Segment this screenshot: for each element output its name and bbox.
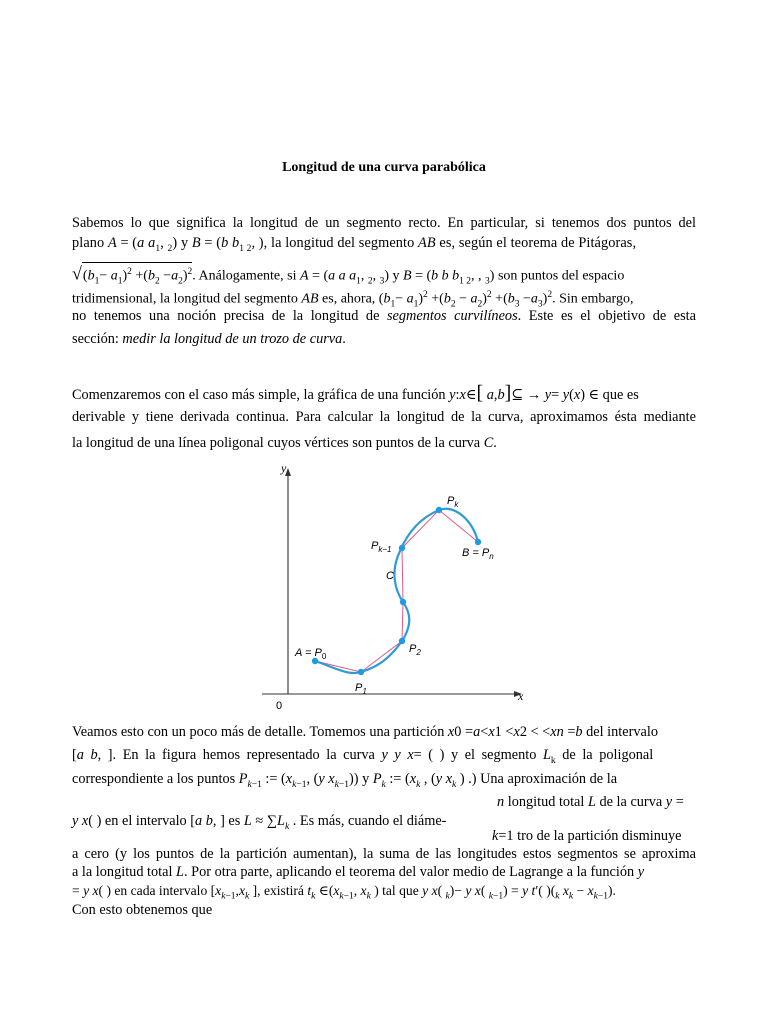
label-a-p0: $A = P_0$ bbox=[295, 647, 327, 661]
paragraph-3-line-6: k=1 tro de la partición disminuye bbox=[492, 828, 682, 844]
label-b-pn: $B = P_n$ bbox=[462, 547, 494, 561]
paragraph-2-line-3: la longitud de una línea poligonal cuyos vértices son puntos de la curva C. bbox=[72, 435, 497, 451]
point-mid bbox=[400, 599, 406, 605]
paragraph-3-line-8: a la longitud total L. Por otra parte, aplicando el teorema del valor medio de Lagrange a la función y bbox=[72, 864, 645, 880]
point-p2 bbox=[399, 638, 405, 644]
paragraph-2-line-2: derivable y tiene derivada continua. Para calcular la longitud de la curva, aproximamos ésta mediante bbox=[72, 409, 696, 425]
point-b bbox=[475, 539, 481, 545]
label-pk-1: $P_{k-1}$ bbox=[371, 540, 392, 554]
paragraph-1-line-2: plano A = (a $a_1$, $_2$) y B = (b $b_{1 2}$, ), la longitud del segmento AB es, según el teorema de Pitágoras, bbox=[72, 235, 637, 254]
y-axis-label: y bbox=[281, 462, 287, 475]
paragraph-3-line-2: [a b, ]. En la figura hemos representado la curva y y x= ( ) y el segmento $L_k$ de la poligonal bbox=[72, 747, 654, 766]
paragraph-1-line-1: Sabemos lo que significa la longitud de un segmento recto. En particular, si tenemos dos puntos del bbox=[72, 215, 696, 231]
label-p1: $P_1$ bbox=[355, 682, 367, 696]
label-c: C bbox=[386, 570, 394, 582]
paragraph-3-line-7: a cero (y los puntos de la partición aumentan), la suma de las longitudes estos segmentos se aproxima bbox=[72, 846, 696, 862]
paragraph-1-line-5: no tenemos una noción precisa de la longitud de segmentos curvilíneos. Este es el objetivo de esta bbox=[72, 308, 696, 324]
paragraph-3-line-3: correspondiente a los puntos $P_{k-1}$ := ($x_{k-1}$, (y $x_{k-1}$)) y $P_k$ := ($x_k$ , (y $x_k$ ) .) Una aproximación de la bbox=[72, 771, 618, 790]
point-p1 bbox=[358, 669, 364, 675]
paragraph-3-line-4: n longitud total L de la curva y = bbox=[497, 794, 684, 810]
origin-label: 0 bbox=[276, 700, 283, 712]
paragraph-3-line-5: y x( ) en el intervalo [a b, ] es $L \approx \sum L_k$ . Es más, cuando el diáme- bbox=[72, 813, 447, 832]
paragraph-1-line-3: $√(b_1- a_1)^2 +(b_2 -a_2)^2$. Análogamente, si A = (a a $a_1$, $_2$, $_3$) y B = (b b $b_{1 2}$, , $_3$) son puntos del espacio bbox=[72, 262, 696, 290]
polygonal-curve-figure bbox=[238, 462, 534, 718]
pythagoras-2d-formula: $(b_1- a_1)^2 +(b_2 -a_2)^2$ bbox=[82, 262, 192, 290]
label-pk: $P_k$ bbox=[447, 495, 459, 509]
paragraph-3-line-10: Con esto obtenemos que bbox=[72, 902, 213, 918]
x-axis-label: x bbox=[518, 689, 524, 703]
point-pk-1 bbox=[399, 545, 405, 551]
paragraph-1-line-6: sección: medir la longitud de un trozo de curva. bbox=[72, 331, 346, 347]
curve-c bbox=[315, 509, 478, 673]
curve-diagram bbox=[238, 462, 534, 718]
paragraph-3-line-9: = y x( ) en cada intervalo [$x_{k-1},x_k$ ], existirá $t_k$ $\in(x_{k-1}$, $x_k$ ) tal que y x( $_k$)− y x( $_{k-1}$) = y t′( )($_k$ $x_k - x_{k-1}$). bbox=[72, 883, 616, 902]
paragraph-3-line-1: Veamos esto con un poco más de detalle. Tomemos una partición x0 =a<x1 <x2 < <xn =b del intervalo bbox=[72, 724, 658, 740]
sqrt-icon: √ bbox=[72, 263, 82, 284]
paragraph-1-line-4: tridimensional, la longitud del segmento AB es, ahora, $(b_1- a_1)^2 +(b_2 - a_2)^2 +(b_3 -a_3)^2$. Sin embargo, bbox=[72, 290, 634, 310]
page-title: Longitud de una curva parabólica bbox=[282, 160, 486, 175]
label-p2: $P_2$ bbox=[409, 643, 421, 657]
paragraph-2-line-1: Comenzaremos con el caso más simple, la gráfica de una función y:x∈[ a,b]⊆ → y= y(x) ∈ que es bbox=[72, 382, 639, 404]
point-pk bbox=[436, 507, 442, 513]
